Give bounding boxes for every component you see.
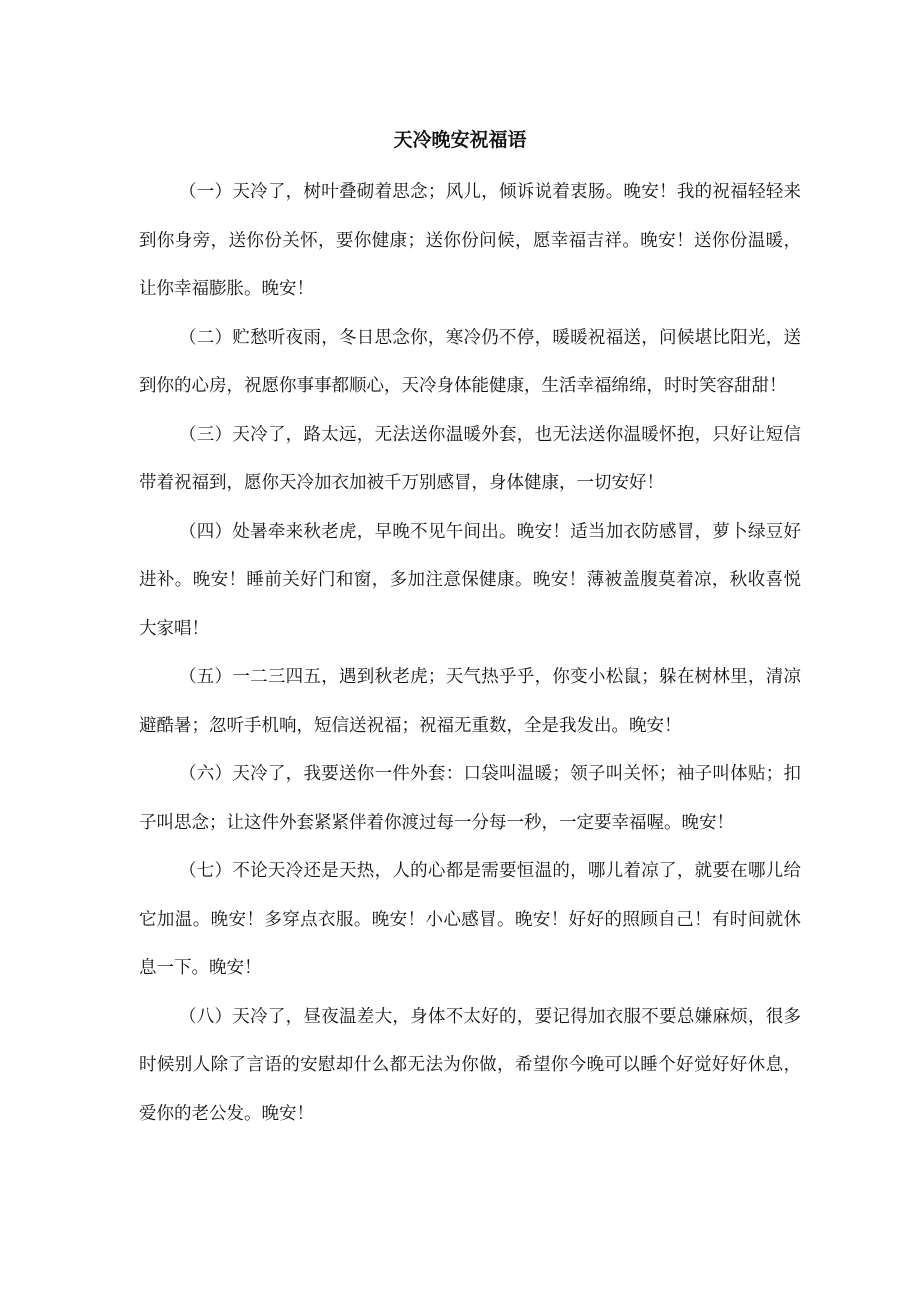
paragraph-8: （八）天冷了，昼夜温差大，身体不太好的，要记得加衣服不要总嫌麻烦，很多时候别人除了言语的安慰却什么都无法为你做，希望你今晚可以睡个好觉好好休息，爱你的老公发。晚安！ [139,1006,801,1124]
paragraph-4: （四）处暑牵来秋老虎，早晚不见午间出。晚安！适当加衣防感冒，萝卜绿豆好进补。晚安！睡前关好门和窗，多加注意保健康。晚安！薄被盖腹莫着凉，秋收喜悦大家唱！ [139,521,801,639]
paragraph-7: （七）不论天冷还是天热，人的心都是需要恒温的，哪儿着凉了，就要在哪儿给它加温。晚安！多穿点衣服。晚安！小心感冒。晚安！好好的照顾自己！有时间就休息一下。晚安！ [139,861,801,978]
document-body [139,168,801,1138]
paragraph-2: （二）贮愁听夜雨，冬日思念你，寒冷仍不停，暖暖祝福送，问候堪比阳光，送到你的心房，祝愿你事事都顺心，天冷身体能健康，生活幸福绵绵，时时笑容甜甜！ [139,327,801,396]
paragraph-5: （五）一二三四五，遇到秋老虎；天气热乎乎，你变小松鼠；躲在树林里，清凉避酷暑；忽听手机响，短信送祝福；祝福无重数，全是我发出。晚安！ [139,667,801,736]
paragraph-1: （一）天冷了，树叶叠砌着思念；风儿，倾诉说着衷肠。晚安！我的祝福轻轻来到你身旁，送你份关怀，要你健康；送你份问候，愿幸福吉祥。晚安！送你份温暖，让你幸福膨胀。晚安！ [139,182,801,299]
paragraph-3: （三）天冷了，路太远，无法送你温暖外套，也无法送你温暖怀抱，只好让短信带着祝福到，愿你天冷加衣加被千万别感冒，身体健康，一切安好！ [139,424,801,493]
document-title: 天冷晚安祝福语 [393,129,527,151]
paragraph-6: （六）天冷了，我要送你一件外套：口袋叫温暖；领子叫关怀；袖子叫体贴；扣子叫思念；让这件外套紧紧伴着你渡过每一分每一秒，一定要幸福喔。晚安！ [139,764,801,833]
